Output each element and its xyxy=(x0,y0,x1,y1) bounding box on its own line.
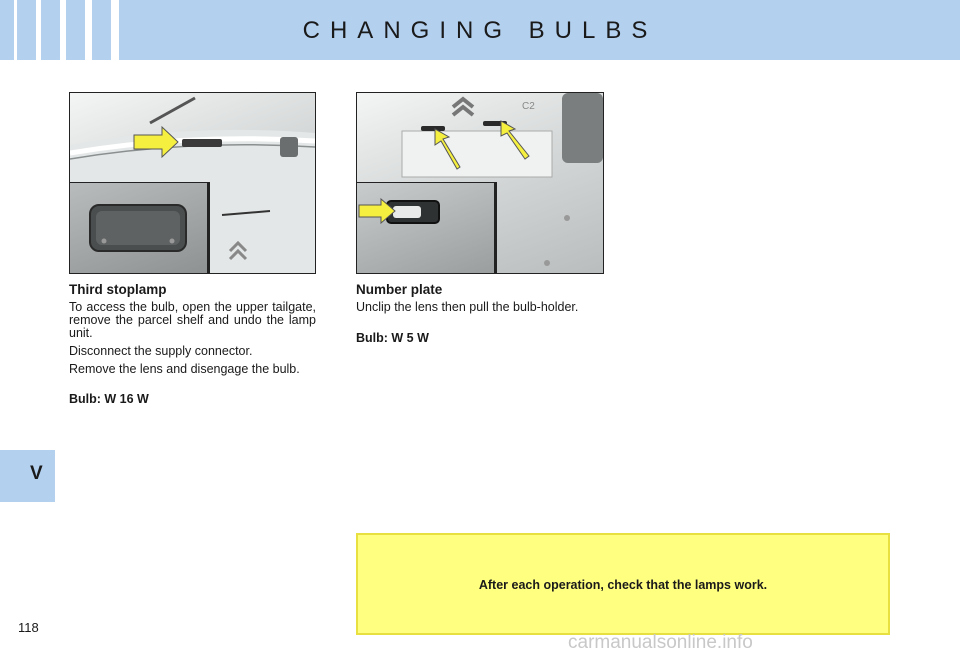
note-text: After each operation, check that the lamps work. xyxy=(478,578,768,592)
chapter-letter: V xyxy=(30,463,43,484)
header-stripe xyxy=(60,0,66,60)
lamp-unit-drawing xyxy=(70,183,207,273)
stoplamp-detail-photo xyxy=(69,182,210,274)
header-stripe xyxy=(14,0,17,60)
bulb-type: Bulb: W 16 W xyxy=(69,392,149,406)
paragraph: Disconnect the supply connector. xyxy=(69,344,253,358)
header-stripe xyxy=(111,0,119,60)
page-title: CHANGING BULBS xyxy=(302,17,658,44)
bulb-type: Bulb: W 5 W xyxy=(356,331,429,345)
svg-text:C2: C2 xyxy=(522,101,535,112)
header-stripe xyxy=(36,0,41,60)
plate-lamp-drawing xyxy=(357,183,494,273)
header-stripe xyxy=(85,0,92,60)
paragraph: To access the bulb, open the upper tailgate, remove the parcel shelf and undo the lamp unit. xyxy=(69,300,316,340)
chapter-tab xyxy=(0,450,55,502)
note-box xyxy=(356,533,890,635)
section-title-number-plate: Number plate xyxy=(356,282,443,297)
plate-lamp-detail-photo xyxy=(356,182,497,274)
paragraph: Remove the lens and disengage the bulb. xyxy=(69,362,300,376)
header-band xyxy=(0,0,960,60)
paragraph: Unclip the lens then pull the bulb-holder. xyxy=(356,300,579,314)
page-number: 118 xyxy=(18,620,39,635)
watermark: carmanualsonline.info xyxy=(568,632,753,653)
section-title-third-stoplamp: Third stoplamp xyxy=(69,282,167,297)
